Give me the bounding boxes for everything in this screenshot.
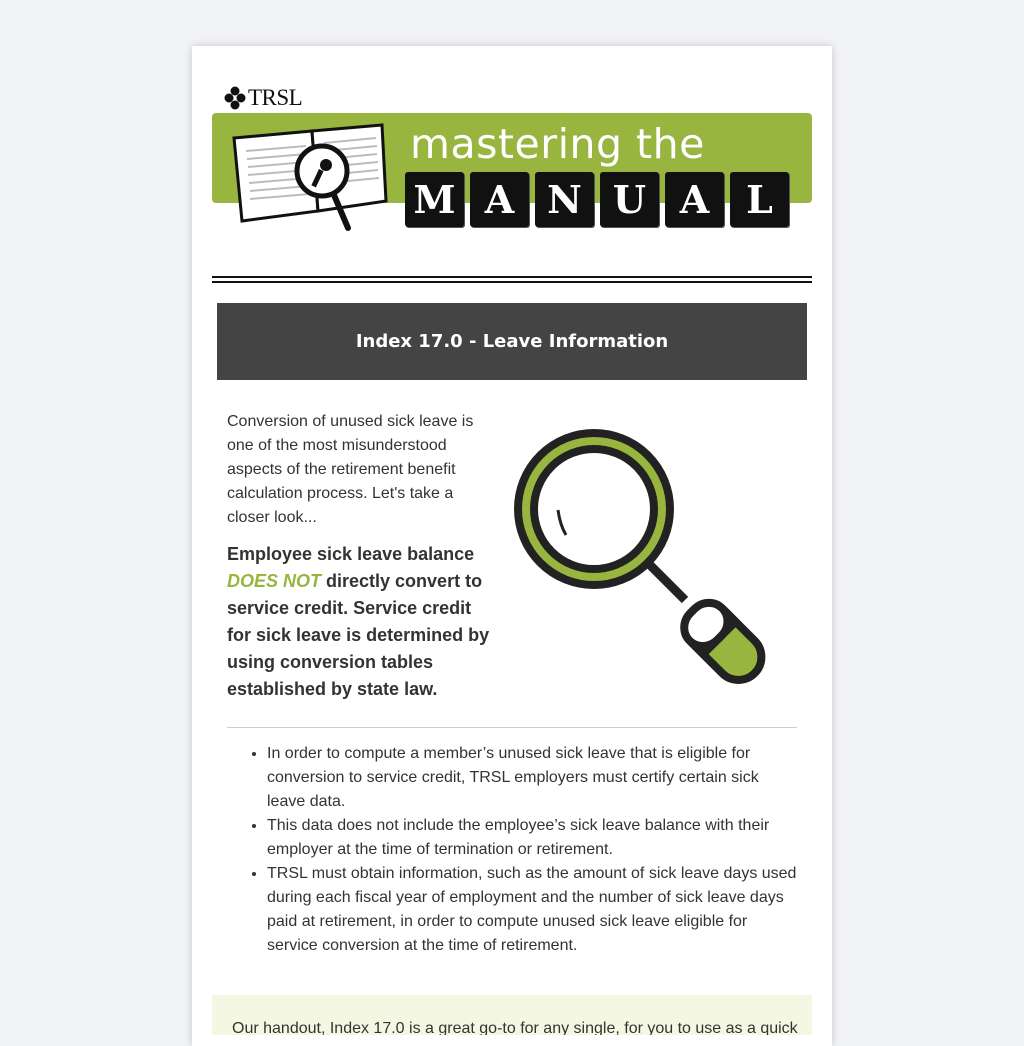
book-magnifier-icon	[212, 113, 402, 238]
footer-callout	[212, 995, 812, 1035]
info-list	[227, 742, 797, 958]
logo-text: TRSL	[248, 85, 303, 110]
tile-letter: N	[535, 172, 594, 227]
banner-title: mastering the	[410, 120, 705, 168]
magnifying-glass-icon	[510, 425, 780, 695]
divider-double-bottom	[212, 281, 812, 283]
key-statement-part2: directly convert to service credit. Service credit for sick leave is determined by using conversion tables established by state law.	[227, 571, 490, 699]
tile-letter: A	[470, 172, 529, 227]
intro-paragraph: Conversion of unused sick leave is one of the most misunderstood aspects of the retirement benefit calculation process. Let's take a closer look...	[227, 413, 474, 526]
key-statement-emphasis: DOES NOT	[227, 571, 322, 591]
list-item: • In order to compute a member’s unused sick leave that is eligible for conversion to service credit, TRSL employers must certify certain sick leave data.	[267, 742, 797, 814]
tile-letter: A	[665, 172, 724, 227]
tile-letter: L	[730, 172, 789, 227]
tile-letter: U	[600, 172, 659, 227]
divider-double-top	[212, 276, 812, 278]
key-statement	[227, 541, 497, 703]
list-item: • TRSL must obtain information, such as the amount of sick leave days used during each fiscal year of employment and the number of sick leave days paid at retirement, in order to compute unused sick leave eligible for service conversion at the time of retirement.	[267, 862, 797, 958]
banner-tiles	[405, 172, 789, 227]
list-item: • This data does not include the employee’s sick leave balance with their employer at the time of termination or retirement.	[267, 814, 797, 862]
section-header	[217, 303, 807, 380]
tile-letter: M	[405, 172, 464, 227]
content-divider	[227, 727, 797, 728]
trsl-logo	[224, 84, 302, 112]
footer-text: Our handout, Index 17.0 is a great go-to for any single, for you to use as a quick	[232, 1020, 798, 1035]
trsl-logo-icon	[224, 86, 246, 110]
section-title: Index 17.0 - Leave Information	[355, 331, 669, 352]
key-statement-part1: Employee sick leave balance	[227, 544, 475, 564]
